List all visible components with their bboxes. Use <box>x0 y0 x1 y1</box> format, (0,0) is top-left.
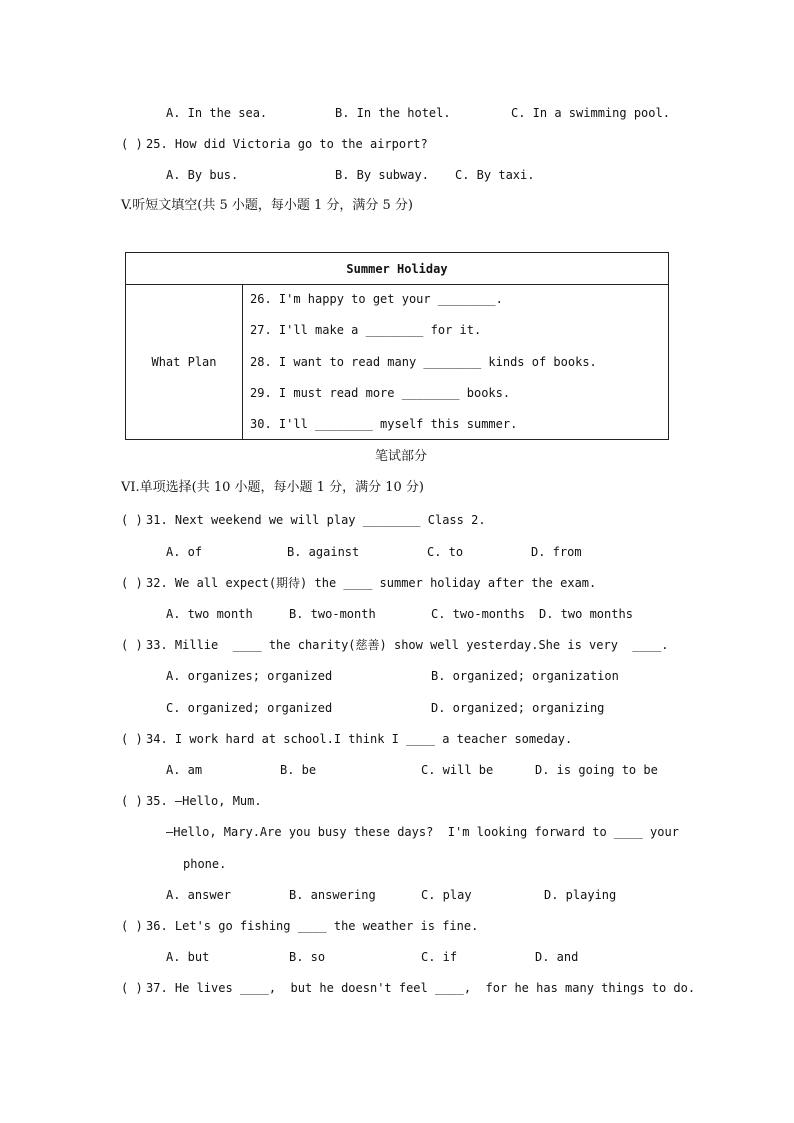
q35-text: 35. —Hello, Mum. <box>146 794 262 808</box>
q31-bracket: ( ) <box>121 513 143 527</box>
q31-option-c: C. to <box>427 545 464 559</box>
q37-text: 37. He lives ____, but he doesn't feel ____, for he has many things to do. <box>146 981 696 995</box>
q34-option-c: C. will be <box>421 763 494 777</box>
q36-text: 36. Let's go fishing ____ the weather is fine. <box>146 919 479 933</box>
q35-line2: —Hello, Mary.Are you busy these days? I'm looking forward to ____ your <box>166 825 679 839</box>
q25-option-c: C. By taxi. <box>455 168 535 182</box>
table-item-27: 27. I'll make a ________ for it. <box>250 323 482 337</box>
q35-option-c: C. play <box>421 888 472 902</box>
table-item-30: 30. I'll ________ myself this summer. <box>250 417 518 431</box>
q36-option-a: A. but <box>166 950 210 964</box>
q34-text: 34. I work hard at school.I think I ____ a teacher someday. <box>146 732 573 746</box>
q33-bracket: ( ) <box>121 638 143 652</box>
q33-option-d: D. organized; organizing <box>431 701 605 715</box>
q35-bracket: ( ) <box>121 794 143 808</box>
q25-option-b: B. By subway. <box>335 168 429 182</box>
q31-option-a: A. of <box>166 545 203 559</box>
q35-line3: phone. <box>183 857 227 871</box>
q36-option-d: D. and <box>535 950 579 964</box>
q25-option-a: A. By bus. <box>166 168 239 182</box>
q32-option-a: A. two month <box>166 607 253 621</box>
q32-text: 32. We all expect(期待) the ____ summer holiday after the exam. <box>146 576 597 590</box>
q33-option-a: A. organizes; organized <box>166 669 333 683</box>
table-item-26: 26. I'm happy to get your ________. <box>250 292 503 306</box>
q33-option-b: B. organized; organization <box>431 669 619 683</box>
q24-option-b: B. In the hotel. <box>335 106 451 120</box>
q36-option-c: C. if <box>421 950 458 964</box>
table-row-label: What Plan <box>126 285 243 440</box>
q34-bracket: ( ) <box>121 732 143 746</box>
table-item-29: 29. I must read more ________ books. <box>250 386 511 400</box>
q32-option-d: D. two months <box>539 607 633 621</box>
q31-text: 31. Next weekend we will play ________ Class 2. <box>146 513 486 527</box>
q34-option-d: D. is going to be <box>535 763 658 777</box>
q35-option-b: B. answering <box>289 888 376 902</box>
q35-option-a: A. answer <box>166 888 232 902</box>
written-part-title: 笔试部分 <box>375 449 428 464</box>
q33-option-c: C. organized; organized <box>166 701 333 715</box>
section6-heading: VI.单项选择(共 10 小题，每小题 1 分，满分 10 分) <box>121 480 424 495</box>
summer-holiday-table <box>125 252 669 440</box>
q36-bracket: ( ) <box>121 919 143 933</box>
table-items <box>243 285 669 440</box>
table-title: Summer Holiday <box>126 253 669 285</box>
q37-bracket: ( ) <box>121 981 143 995</box>
q32-option-c: C. two-months <box>431 607 525 621</box>
table-item-28: 28. I want to read many ________ kinds of books. <box>250 355 597 369</box>
q31-option-b: B. against <box>287 545 360 559</box>
q25-text: 25. How did Victoria go to the airport? <box>146 137 428 151</box>
q24-option-c: C. In a swimming pool. <box>511 106 670 120</box>
q32-option-b: B. two-month <box>289 607 376 621</box>
q24-option-a: A. In the sea. <box>166 106 268 120</box>
section5-heading: V.听短文填空(共 5 小题，每小题 1 分，满分 5 分) <box>121 198 413 213</box>
q25-bracket: ( ) <box>121 137 143 151</box>
q32-bracket: ( ) <box>121 576 143 590</box>
q35-option-d: D. playing <box>544 888 617 902</box>
q36-option-b: B. so <box>289 950 326 964</box>
q33-text: 33. Millie ____ the charity(慈善) show well yesterday.She is very ____. <box>146 638 669 652</box>
q34-option-a: A. am <box>166 763 203 777</box>
q34-option-b: B. be <box>280 763 317 777</box>
q31-option-d: D. from <box>531 545 582 559</box>
